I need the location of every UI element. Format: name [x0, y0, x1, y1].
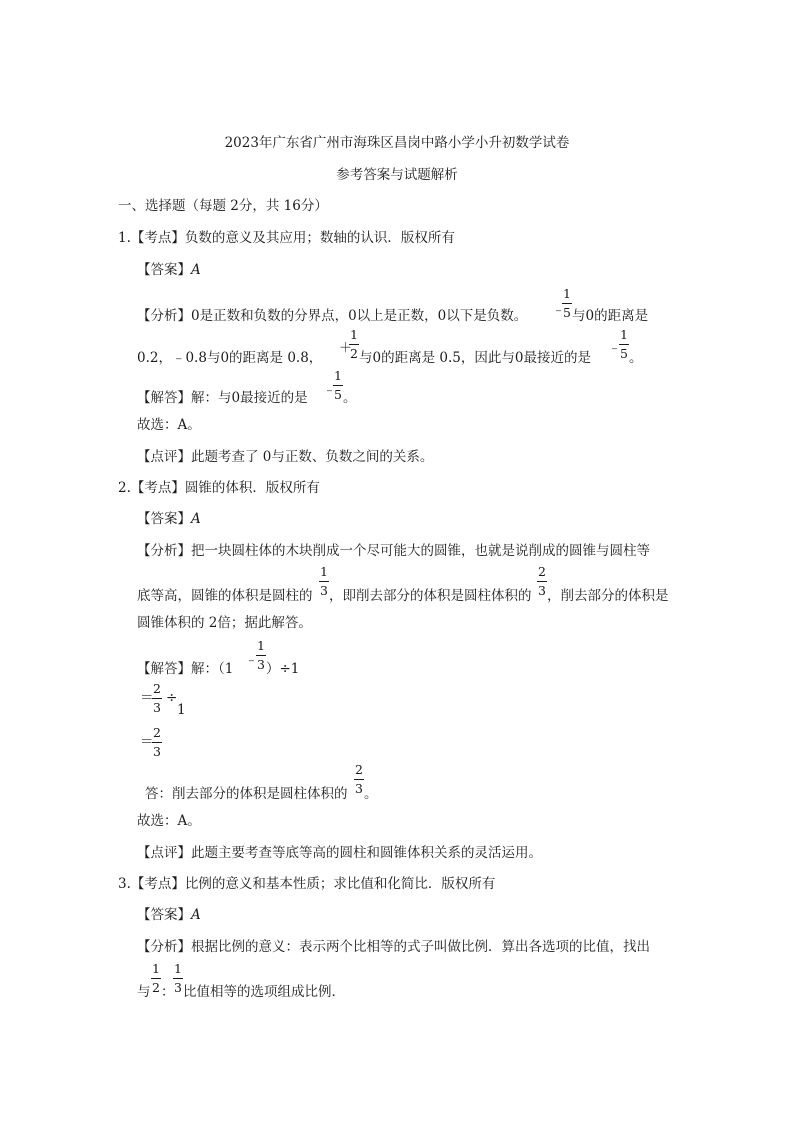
q1-fenxi-b: 与0的距离是 [572, 308, 649, 324]
q2-frac5-den: 3 [153, 743, 161, 759]
q1-fraction-3 [619, 329, 629, 360]
q1-minus-sign-3: ﹣ [323, 383, 337, 398]
q2-frac6-den: 3 [355, 780, 363, 796]
q2-answer-value: A [191, 511, 201, 527]
q2-fenxi-a: 【分析】把一块圆柱体的木块削成一个尽可能大的圆锥，也就是说削成的圆锥与圆柱等 [137, 543, 650, 559]
q2-answer [137, 513, 201, 527]
q3-yu: 与 [137, 984, 151, 1000]
q2-frac3-den: 3 [257, 656, 265, 672]
q1-jieda-end: 。 [343, 390, 357, 406]
q1-fenxi-a: 【分析】0是正数和负数的分界点，0以上是正数，0以下是负数。 [137, 308, 528, 324]
q1-plus-sign: ＋ [339, 341, 353, 356]
q1-frac1-num: 1 [563, 286, 571, 301]
q1-dianping: 【点评】此题考查了 0与正数、负数之间的关系。 [137, 449, 434, 465]
q2-jieda: 【解答】解：（1 [137, 661, 234, 677]
q3-fenxi-b: 比值相等的选项组成比例． [183, 984, 345, 1000]
q1-frac3-den: 5 [620, 345, 628, 361]
q2-frac5-num: 2 [153, 725, 161, 740]
q3-answer-value: A [191, 907, 201, 923]
q1-minus-sign: ﹣ [552, 303, 566, 318]
q1-fraction-4 [333, 370, 343, 401]
q1-jieda: 【解答】解：与0最接近的是 [137, 390, 308, 406]
q2-frac2-num: 2 [538, 564, 546, 579]
q2-kaodian: 2.【考点】圆锥的体积．版权所有 [118, 480, 320, 496]
q2-da-end: 。 [364, 786, 378, 802]
q2-dianping: 【点评】此题主要考查等底等高的圆柱和圆锥体积关系的灵活运用。 [137, 845, 542, 861]
q1-frac4-den: 5 [334, 386, 342, 402]
q2-minus-sign: ﹣ [245, 653, 259, 668]
q2-fenxi-d: ，削去部分的体积是 [547, 588, 669, 604]
section-heading: 一、选择题（每题 2分，共 16分） [118, 198, 328, 214]
q3-fraction-2 [173, 963, 183, 994]
q2-fraction-6 [354, 764, 364, 795]
q2-div-sign: ÷ [166, 690, 178, 706]
q1-minus-sign-2: ﹣ [608, 341, 622, 356]
q1-fenxi-d: 与0的距离是 0.5，因此与0最接近的是 [359, 350, 591, 366]
q3-colon: ： [161, 984, 175, 1000]
q1-fenxi-c: 0.2，﹣0.8与0的距离是 0.8， [137, 350, 323, 366]
q2-jieda-tail: ）÷1 [266, 661, 300, 677]
q1-frac3-num: 1 [620, 327, 628, 342]
q1-frac2-den: 2 [350, 345, 358, 361]
q2-frac4-den: 3 [153, 699, 161, 715]
q2-eq-2: ＝ [140, 734, 154, 750]
q2-divisor-one: 1 [177, 702, 186, 718]
q2-fraction-2 [537, 566, 547, 597]
q3-answer-label: 【答案】 [137, 907, 191, 923]
q1-frac2-num: 1 [350, 327, 358, 342]
q3-frac1-den: 2 [152, 979, 160, 995]
q2-fenxi-c: ，即削去部分的体积是圆柱体积的 [329, 588, 532, 604]
q2-frac1-num: 1 [320, 564, 328, 579]
q1-answer-value: A [191, 262, 201, 278]
document-subtitle: 参考答案与试题解析 [336, 167, 458, 183]
q2-fraction-1 [319, 566, 329, 597]
q3-frac1-num: 1 [152, 961, 160, 976]
document-title: 2023年广东省广州市海珠区昌岗中路小学小升初数学试卷 [224, 135, 570, 151]
q1-frac1-den: 5 [563, 304, 571, 320]
q2-fenxi-b: 底等高，圆锥的体积是圆柱的 [137, 588, 313, 604]
q2-frac6-num: 2 [355, 762, 363, 777]
q2-frac2-den: 3 [538, 582, 546, 598]
q1-fenxi-end: 。 [629, 350, 643, 366]
q3-frac2-den: 3 [174, 979, 182, 995]
q3-frac2-num: 1 [174, 961, 182, 976]
q3-fraction-1 [151, 963, 161, 994]
q2-guxuan: 故选：A。 [137, 813, 201, 829]
q3-kaodian: 3.【考点】比例的意义和基本性质；求比值和化简比．版权所有 [118, 876, 496, 892]
q3-answer [137, 909, 201, 923]
q2-fraction-4 [152, 683, 162, 714]
q1-answer-label: 【答案】 [137, 262, 191, 278]
q1-guxuan: 故选：A。 [137, 417, 201, 433]
q1-answer [137, 264, 201, 278]
q2-fenxi-e: 圆锥体积的 2倍；据此解答。 [137, 615, 312, 631]
q2-fraction-3 [256, 640, 266, 671]
q2-eq-1: ＝ [140, 690, 154, 706]
q2-frac3-num: 1 [257, 638, 265, 653]
q1-frac4-num: 1 [334, 368, 342, 383]
q1-kaodian: 1.【考点】负数的意义及其应用；数轴的认识．版权所有 [118, 230, 455, 246]
q2-frac4-num: 2 [153, 681, 161, 696]
q2-answer-label: 【答案】 [137, 511, 191, 527]
q2-frac1-den: 3 [320, 582, 328, 598]
q3-fenxi-a: 【分析】根据比例的意义：表示两个比相等的式子叫做比例．算出各选项的比值，找出 [137, 939, 650, 955]
q2-fraction-5 [152, 727, 162, 758]
q2-da: 答：削去部分的体积是圆柱体积的 [145, 786, 348, 802]
q1-fraction-1 [562, 288, 572, 319]
q1-fraction-2 [349, 329, 359, 360]
